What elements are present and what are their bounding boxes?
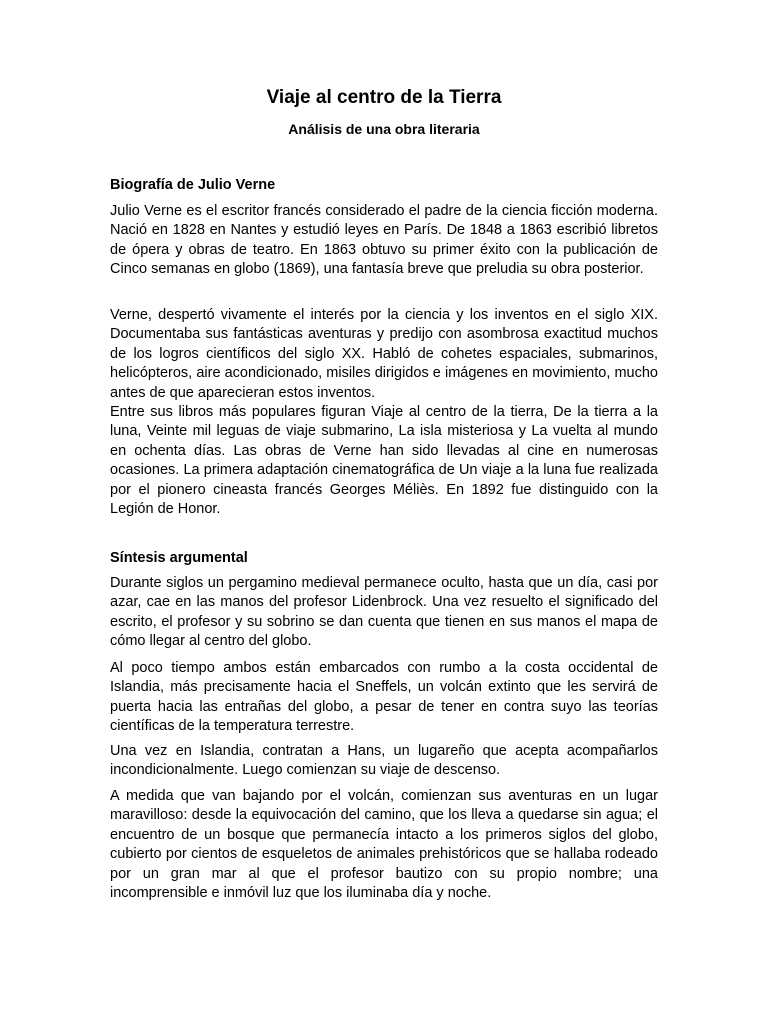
biography-paragraph-2: Verne, despertó vivamente el interés por la ciencia y los inventos en el siglo XIX. Documentaba sus fantásticas aventuras y predijo con asombrosa exactitud muchos de los logros científicos del siglo XX. Habló de cohetes espaciales, submarinos, helicópteros, aire acondicionado, misiles dirigidos e imágenes en movimiento, mucho antes de que aparecieran estos inventos. [110,307,658,401]
synopsis-paragraph-4: A medida que van bajando por el volcán, comienzan sus aventuras en un lugar maravilloso: desde la equivocación del camino, que los lleva a quedarse sin agua; el encuentro de un bosque que permanecía intacto a los primeros siglos del globo, cubierto por cientos de esqueletos de animales prehistóricos que se hallaba rodeado por un gran mar al que el profesor bautizo con su propio nombre; una incomprensible e inmóvil luz que los iluminaba día y noche. [110,788,658,902]
synopsis-paragraph-3: Una vez en Islandia, contratan a Hans, un lugareño que acepta acompañarlos incondicionalmente. Luego comienzan su viaje de descenso. [110,743,658,779]
document-title: Viaje al centro de la Tierra [266,87,502,108]
document-subtitle: Análisis de una obra literaria [288,121,480,137]
section-heading-synopsis: Síntesis argumental [110,550,248,566]
synopsis-paragraph-2: Al poco tiempo ambos están embarcados con rumbo a la costa occidental de Islandia, más precisamente hacia el Sneffels, un volcán extinto que les servirá de puerta hacia las entrañas del globo, a pesar de tener en contra suyo las teorías científicas de la temperatura terrestre. [110,660,658,735]
section-heading-biography: Biografía de Julio Verne [110,177,276,193]
biography-paragraph-1: Julio Verne es el escritor francés considerado el padre de la ciencia ficción moderna. Nació en 1828 en Nantes y estudió leyes en París. De 1848 a 1863 escribió libretos de ópera y obras de teatro. En 1863 obtuvo su primer éxito con la publicación de Cinco semanas en globo (1869), una fantasía breve que preludia su obra posterior. [110,203,658,278]
biography-paragraph-3: Entre sus libros más populares figuran Viaje al centro de la tierra, De la tierra a la luna, Veinte mil leguas de viaje submarino, La isla misteriosa y La vuelta al mundo en ochenta días. Las obras de Verne han sido llevadas al cine en numerosas ocasiones. La primera adaptación cinematográfica de Un viaje a la luna fue realizada por el pionero cineasta francés Georges Méliès. En 1892 fue distinguido con la Legión de Honor. [110,404,658,518]
synopsis-paragraph-1: Durante siglos un pergamino medieval permanece oculto, hasta que un día, casi por azar, cae en las manos del profesor Lidenbrock. Una vez resuelto el significado del escrito, el profesor y su sobrino se dan cuenta que tienen en sus manos el mapa de cómo llegar al centro del globo. [110,575,658,650]
